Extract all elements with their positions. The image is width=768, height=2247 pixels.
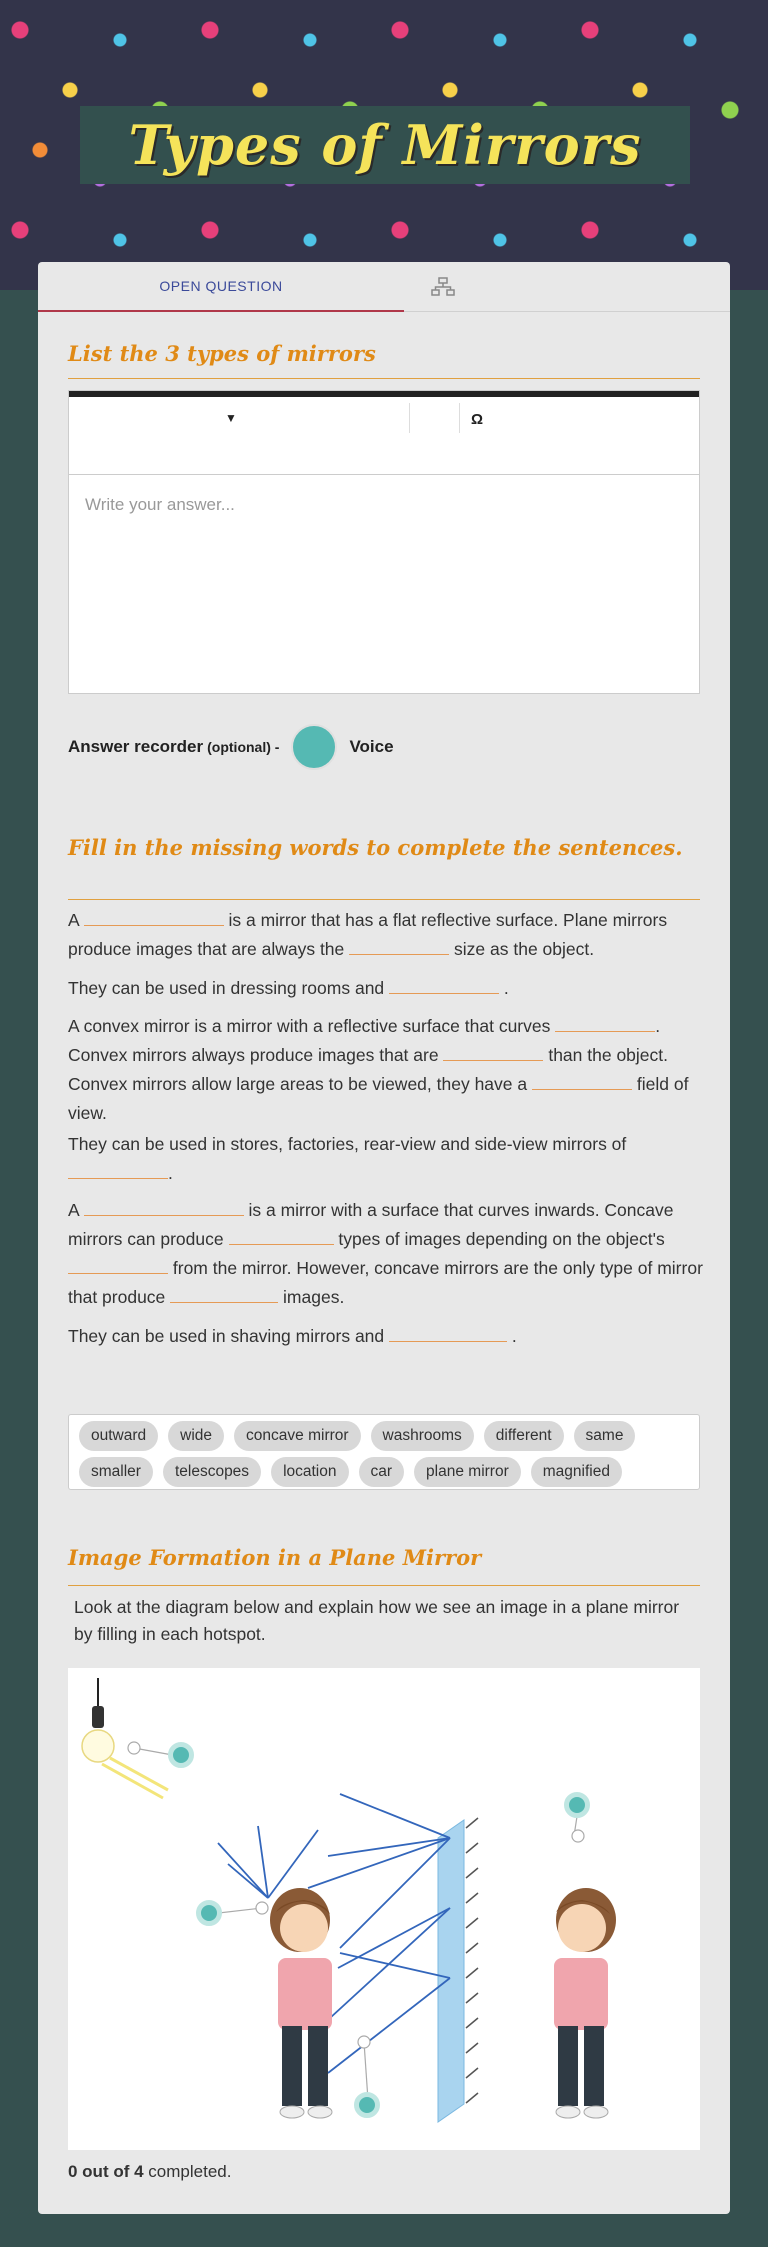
text: than the object. Convex mirrors allow large areas to be viewed, they have a bbox=[68, 1045, 668, 1094]
blank-input[interactable] bbox=[68, 1161, 168, 1179]
progress-status bbox=[68, 2162, 231, 2182]
text: from the mirror. However, concave mirrors are the only type of mirror that produce bbox=[68, 1258, 703, 1307]
sentence-concave-uses bbox=[68, 1322, 708, 1351]
answer-input[interactable]: Write your answer... bbox=[85, 495, 235, 514]
text: A bbox=[68, 910, 79, 930]
blank-input[interactable] bbox=[68, 1256, 168, 1274]
text: . bbox=[503, 978, 509, 998]
mirror-icon bbox=[438, 1818, 478, 2122]
blank-input[interactable] bbox=[532, 1072, 632, 1090]
word-chip[interactable]: concave mirror bbox=[234, 1421, 361, 1451]
text: A bbox=[68, 1200, 79, 1220]
text: . bbox=[511, 1326, 517, 1346]
toolbar-divider bbox=[409, 403, 410, 433]
text: . bbox=[168, 1163, 173, 1183]
hotspot-button[interactable] bbox=[196, 1900, 222, 1926]
blank-input[interactable] bbox=[84, 908, 224, 926]
word-chip[interactable]: smaller bbox=[79, 1457, 153, 1487]
title-box bbox=[80, 106, 690, 184]
text: They can be used in dressing rooms and bbox=[68, 978, 385, 998]
reflection-person-icon bbox=[554, 1888, 616, 2118]
sentence-convex-mirror bbox=[68, 1012, 708, 1128]
section3-rule bbox=[68, 1585, 700, 1586]
text: They can be used in stores, factories, rear-view and side-view mirrors of bbox=[68, 1134, 627, 1154]
blank-input[interactable] bbox=[443, 1043, 543, 1061]
section3-title: Image Formation in a Plane Mirror bbox=[68, 1545, 482, 1570]
text: is a mirror that has a flat reflective surface. Plane mirrors produce images that are always the bbox=[68, 910, 668, 959]
blank-input[interactable] bbox=[349, 937, 449, 955]
plane-mirror-diagram bbox=[68, 1668, 700, 2150]
text: field of view. bbox=[68, 1074, 689, 1123]
word-chip[interactable]: outward bbox=[79, 1421, 158, 1451]
hierarchy-icon[interactable] bbox=[428, 276, 458, 300]
person-icon bbox=[270, 1888, 332, 2118]
recorder-optional: (optional) - bbox=[207, 739, 280, 755]
text: They can be used in shaving mirrors and bbox=[68, 1326, 385, 1346]
word-chip[interactable]: wide bbox=[168, 1421, 224, 1451]
word-chips bbox=[79, 1421, 689, 1487]
sentence-concave-mirror bbox=[68, 1196, 708, 1312]
blank-input[interactable] bbox=[555, 1014, 655, 1032]
word-chip[interactable]: telescopes bbox=[163, 1457, 261, 1487]
hotspot-button[interactable] bbox=[168, 1742, 194, 1768]
word-chip[interactable]: magnified bbox=[531, 1457, 622, 1487]
sentence-convex-uses bbox=[68, 1130, 708, 1188]
word-chip[interactable]: plane mirror bbox=[414, 1457, 521, 1487]
section2-title: Fill in the missing words to complete the sentences. bbox=[68, 835, 683, 860]
worksheet-card bbox=[38, 262, 730, 2214]
light-rays bbox=[102, 1758, 168, 1798]
section3-intro: Look at the diagram below and explain how we see an image in a plane mirror by filling in each hotspot. bbox=[74, 1597, 680, 1644]
blank-input[interactable] bbox=[389, 976, 499, 994]
record-button[interactable] bbox=[291, 724, 337, 770]
toolbar-divider bbox=[459, 403, 460, 433]
word-bank bbox=[68, 1414, 700, 1490]
text: images. bbox=[283, 1287, 345, 1307]
text: types of images depending on the object's bbox=[338, 1229, 665, 1249]
text: . Convex mirrors always produce images that are bbox=[68, 1016, 661, 1065]
recorder-label: Answer recorder bbox=[68, 737, 204, 756]
section2-rule bbox=[68, 899, 700, 900]
tab-bar bbox=[38, 262, 730, 312]
blank-input[interactable] bbox=[170, 1285, 278, 1303]
text: is a mirror with a surface that curves inwards. Concave mirrors can produce bbox=[68, 1200, 674, 1249]
section1-rule bbox=[68, 378, 700, 379]
recorder-voice-label: Voice bbox=[349, 737, 394, 756]
word-chip[interactable]: same bbox=[574, 1421, 636, 1451]
tab-open-question[interactable]: OPEN QUESTION bbox=[38, 262, 404, 312]
editor-toolbar bbox=[69, 397, 699, 475]
progress-count: 0 out of 4 bbox=[68, 2162, 144, 2181]
text: size as the object. bbox=[454, 939, 595, 959]
reflection-rays bbox=[218, 1794, 450, 2073]
chevron-down-icon[interactable]: ▼ bbox=[225, 411, 237, 425]
blank-input[interactable] bbox=[229, 1227, 334, 1245]
blank-input[interactable] bbox=[389, 1324, 507, 1342]
header-banner bbox=[0, 0, 768, 290]
page-title: Types of Mirrors bbox=[128, 113, 642, 177]
word-chip[interactable]: location bbox=[271, 1457, 348, 1487]
light-bulb-icon bbox=[82, 1678, 114, 1762]
hotspot-button[interactable] bbox=[354, 2092, 380, 2118]
section1-title: List the 3 types of mirrors bbox=[68, 341, 376, 366]
special-character-button[interactable]: Ω bbox=[471, 411, 484, 428]
sentence-plane-uses bbox=[68, 974, 708, 1003]
blank-input[interactable] bbox=[84, 1198, 244, 1216]
text: A convex mirror is a mirror with a reflective surface that curves bbox=[68, 1016, 551, 1036]
word-chip[interactable]: washrooms bbox=[371, 1421, 474, 1451]
word-chip[interactable]: different bbox=[484, 1421, 564, 1451]
hotspot-button[interactable] bbox=[564, 1792, 590, 1818]
progress-suffix: completed. bbox=[148, 2162, 232, 2181]
sentence-plane-mirror bbox=[68, 906, 708, 964]
answer-recorder bbox=[68, 722, 394, 772]
word-chip[interactable]: car bbox=[359, 1457, 405, 1487]
answer-editor bbox=[68, 390, 700, 694]
